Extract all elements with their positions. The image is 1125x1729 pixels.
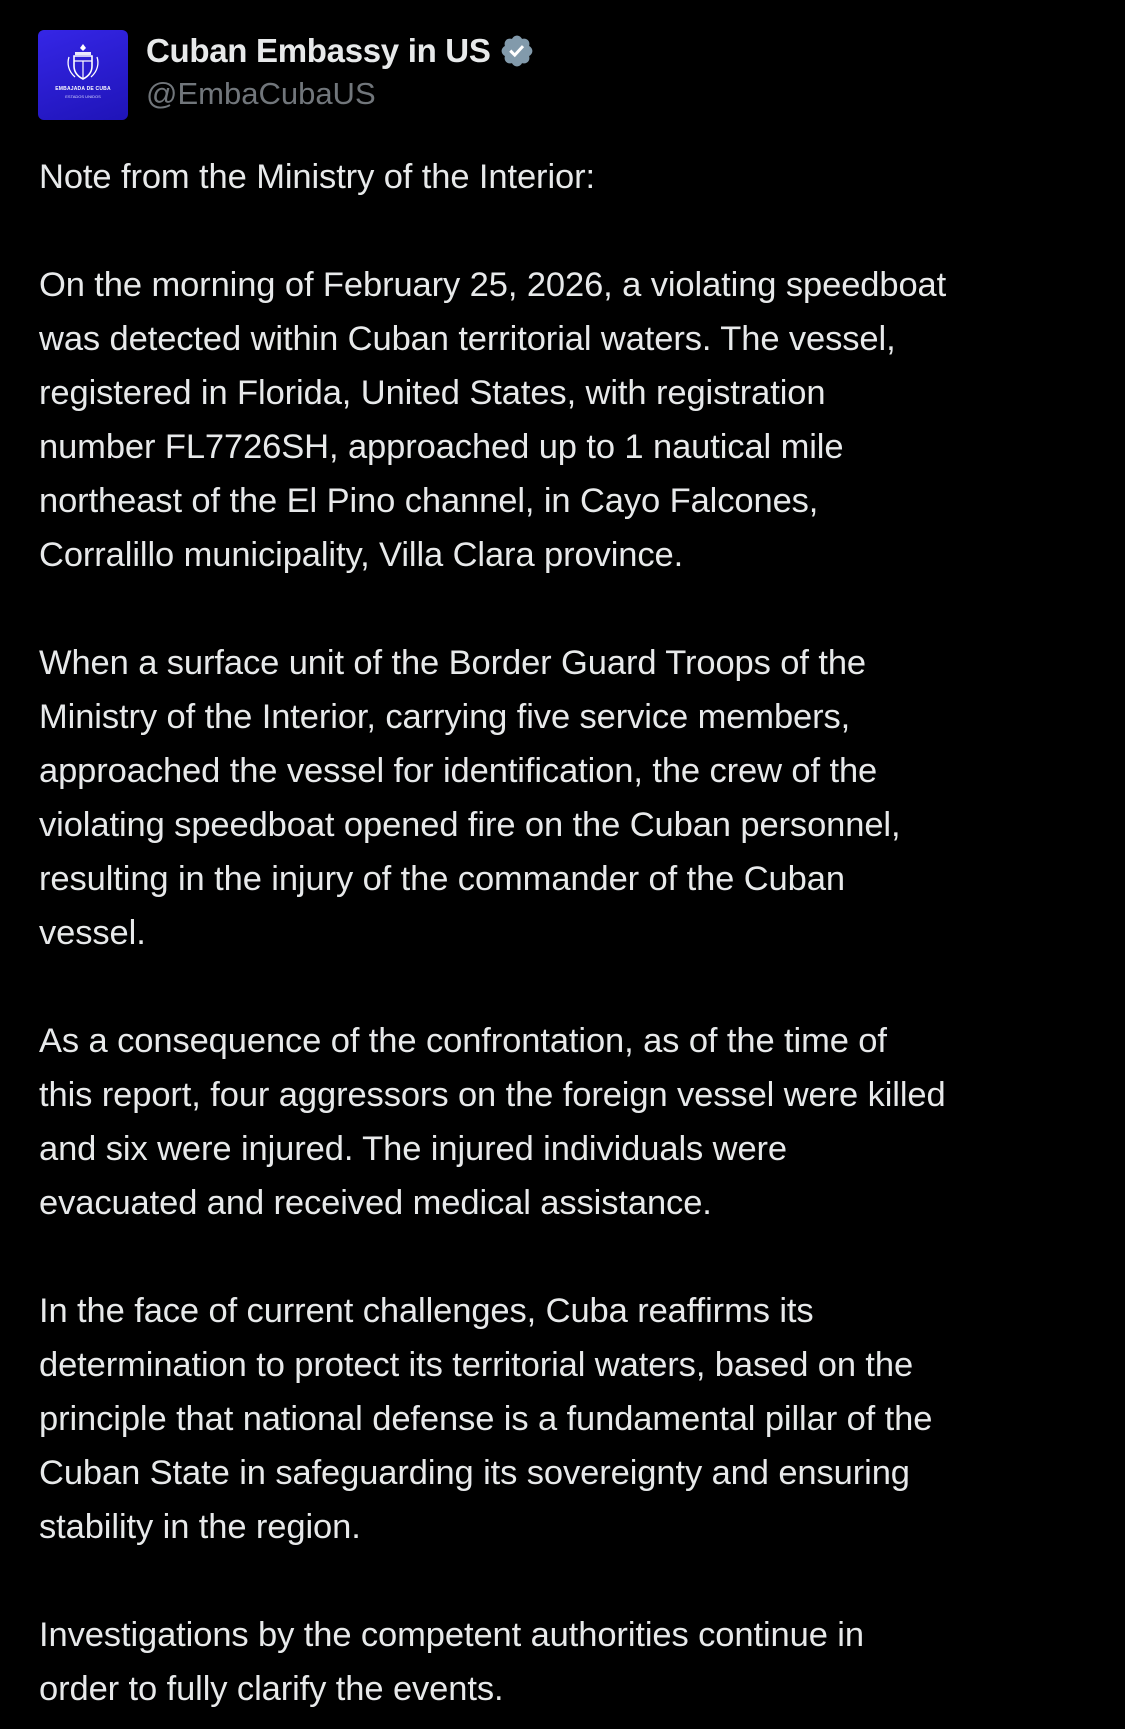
post-text — [39, 150, 1119, 1716]
post-paragraph-2: On the morning of February 25, 2026, a violating speedboat was detected within Cuban territorial waters. The vessel, registered in Florida, United States, with registration number FL7726SH, approached up to 1 nautical mile northeast of the El Pino channel, in Cayo Falcones, Corralillo municipality, Villa Clara province. — [39, 266, 947, 574]
post-header — [38, 30, 535, 120]
display-name-row — [146, 30, 535, 72]
post-paragraph-1: Note from the Ministry of the Interior: — [39, 158, 595, 196]
post-paragraph-3: When a surface unit of the Border Guard Troops of the Ministry of the Interior, carrying five service members, approached the vessel for identification, the crew of the violating speedboat opened fire on the Cuban personnel, resulting in the injury of the commander of the Cuban vessel. — [39, 644, 901, 952]
display-name[interactable]: Cuban Embassy in US — [146, 32, 491, 69]
avatar-caption: EMBAJADA DE CUBA — [55, 86, 111, 92]
account-names — [146, 30, 535, 114]
avatar-subcaption: ESTADOS UNIDOS — [65, 94, 101, 99]
post-paragraph-5: In the face of current challenges, Cuba reaffirms its determination to protect its territorial waters, based on the principle that national defense is a fundamental pillar of the Cuban State in safeguarding its sovereignty and ensuring stability in the region. — [39, 1292, 933, 1546]
account-handle[interactable]: @EmbaCubaUS — [146, 76, 376, 111]
avatar[interactable] — [38, 30, 128, 120]
post-paragraph-6: Investigations by the competent authorities continue in order to fully clarify the events. — [39, 1616, 864, 1708]
verified-badge-icon[interactable] — [499, 33, 535, 69]
coat-of-arms-icon — [38, 30, 128, 120]
post-paragraph-4: As a consequence of the confrontation, as of the time of this report, four aggressors on the foreign vessel were killed and six were injured. The injured individuals were evacuated and received medical assistance. — [39, 1022, 946, 1222]
